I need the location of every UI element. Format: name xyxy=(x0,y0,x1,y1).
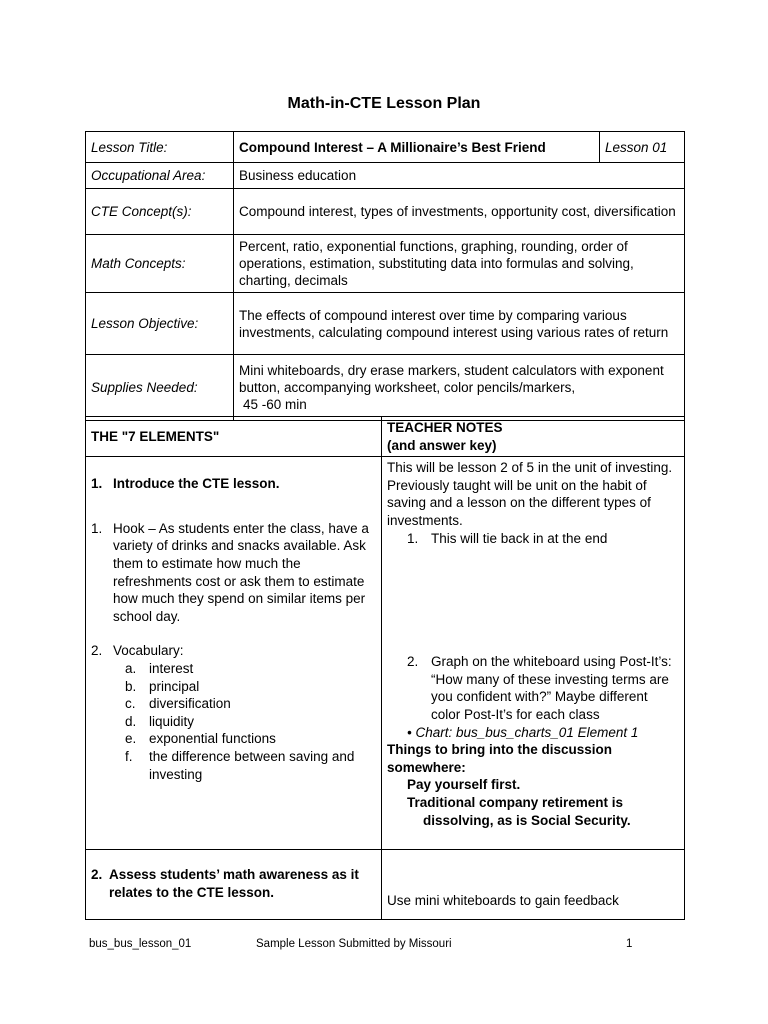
supplies-time: 45 -60 min xyxy=(243,397,307,412)
math-concepts-label: Math Concepts: xyxy=(86,235,234,293)
vocabulary-item: 2. Vocabulary: xyxy=(91,643,184,659)
seven-elements-header: THE "7 ELEMENTS" xyxy=(86,417,382,457)
teacher-notes-title: TEACHER NOTES xyxy=(387,420,503,435)
vocabulary-list xyxy=(125,660,376,783)
teacher-notes-header xyxy=(382,417,685,457)
notes1-cell xyxy=(382,457,685,850)
vocab-item: b. principal xyxy=(125,678,200,694)
element2-title: 2. Assess students’ math awareness as it relates to the CTE lesson. xyxy=(91,867,359,900)
cte-concepts-value: Compound interest, types of investments, opportunity cost, diversification xyxy=(234,189,685,235)
discussion-point-2-cont: dissolving, as is Social Security. xyxy=(423,812,631,828)
element2-cell xyxy=(86,850,382,920)
cte-concepts-label: CTE Concept(s): xyxy=(86,189,234,235)
note-tie-back: 1. This will tie back in at the end xyxy=(407,530,608,546)
math-concepts-value: Percent, ratio, exponential functions, graphing, rounding, order of operations, estimation, substituting data into formulas and solving, charting, decimals xyxy=(234,235,685,293)
page-title: Math-in-CTE Lesson Plan xyxy=(287,95,481,112)
occupational-area-label: Occupational Area: xyxy=(86,163,234,189)
lesson-title-value: Compound Interest – A Millionaire’s Best Friend xyxy=(234,132,600,163)
chart-reference: • Chart: bus_bus_charts_01 Element 1 xyxy=(407,724,639,740)
seven-elements-table xyxy=(85,416,685,920)
supplies-list: Mini whiteboards, dry erase markers, student calculators with exponent button, accompanying worksheet, color pencils/markers, xyxy=(239,363,664,395)
notes2-cell xyxy=(382,850,685,920)
lesson-objective-value: The effects of compound interest over time by comparing various investments, calculating compound interest using various rates of return xyxy=(234,293,685,355)
vocab-item: f. the difference between saving and investing xyxy=(125,748,355,782)
element1-title: 1. Introduce the CTE lesson. xyxy=(91,476,280,492)
notes-intro: This will be lesson 2 of 5 in the unit of investing. Previously taught will be unit on the habit of saving and a lesson on the different types of investments. xyxy=(387,460,673,528)
vocab-item: e. exponential functions xyxy=(125,731,276,747)
supplies-label: Supplies Needed: xyxy=(86,355,234,421)
hook-item: 1. Hook – As students enter the class, have a variety of drinks and snacks available. Ask them to estimate how much the refreshments cost or ask them to estimate how much they spend on similar items per school day. xyxy=(91,520,369,624)
notes2-text: Use mini whiteboards to gain feedback xyxy=(387,893,619,909)
vocab-item: a. interest xyxy=(125,660,194,676)
footer-page-number: 1 xyxy=(626,938,633,950)
occupational-area-value: Business education xyxy=(234,163,685,189)
lesson-number: Lesson 01 xyxy=(600,132,685,163)
lesson-info-table xyxy=(85,131,685,421)
lesson-objective-label: Lesson Objective: xyxy=(86,293,234,355)
answer-key-subtitle: (and answer key) xyxy=(387,437,497,453)
footer-lesson-id: bus_bus_lesson_01 xyxy=(89,938,192,950)
note-graph-whiteboard: 2. Graph on the whiteboard using Post-It’s: “How many of these investing terms are you confident with?” Maybe different color Post-It’s for each class xyxy=(407,654,672,722)
vocab-item: c. diversification xyxy=(125,696,231,712)
discussion-point-2: Traditional company retirement is xyxy=(407,794,624,810)
lesson-title-label: Lesson Title: xyxy=(86,132,234,163)
vocab-item: d. liquidity xyxy=(125,713,195,729)
element1-cell xyxy=(86,457,382,850)
discussion-title: Things to bring into the discussion somewhere: xyxy=(387,742,612,775)
footer-submitted-by: Sample Lesson Submitted by Missouri xyxy=(256,938,452,950)
discussion-point-1: Pay yourself first. xyxy=(407,777,521,793)
supplies-value xyxy=(234,355,685,421)
